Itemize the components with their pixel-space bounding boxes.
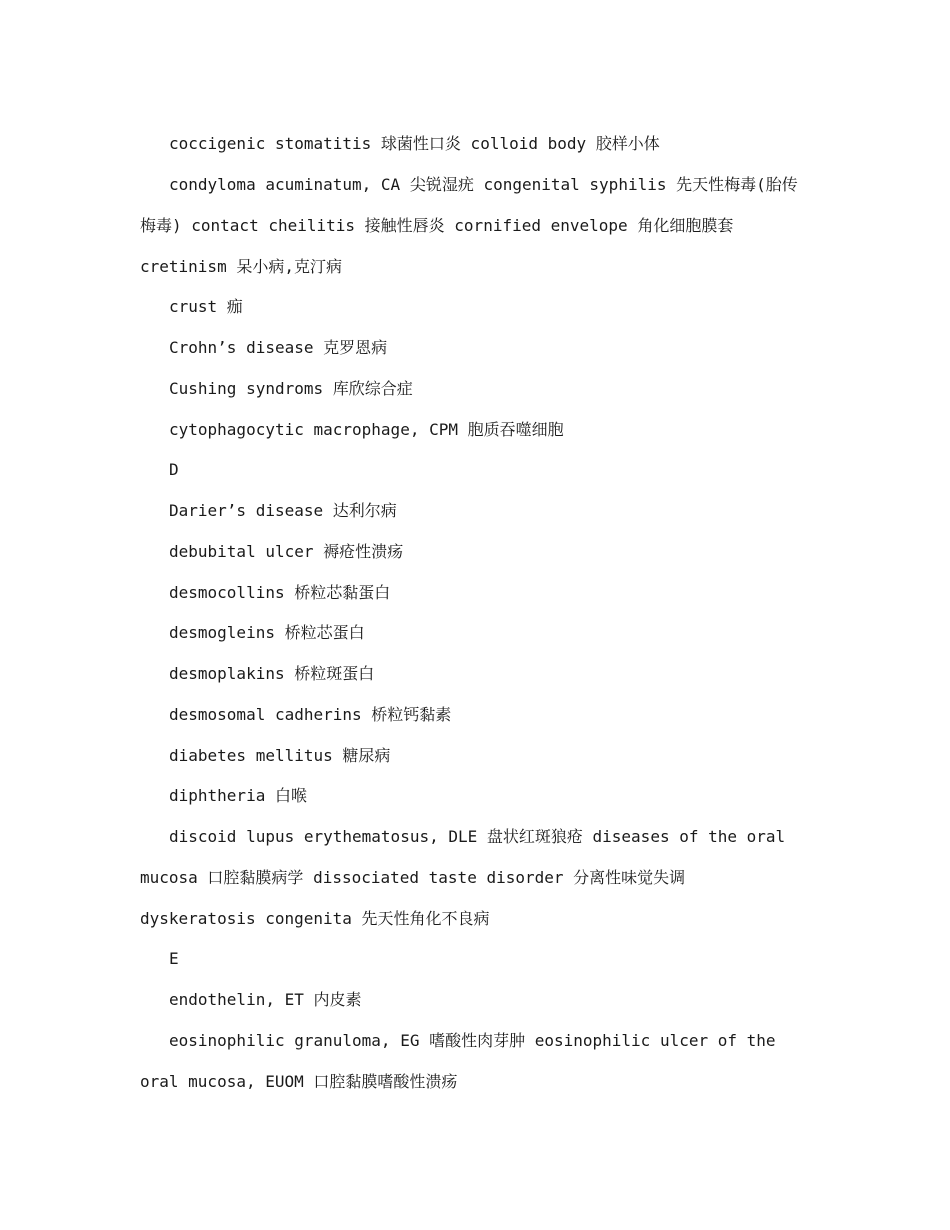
paragraph-cytophagocytic: cytophagocytic macrophage, CPM 胞质吞噬细胞 xyxy=(169,420,564,439)
paragraph-desmogleins: desmogleins 桥粒芯蛋白 xyxy=(169,623,365,642)
section-letter-d: D xyxy=(169,460,179,479)
paragraph-desmocollins: desmocollins 桥粒芯黏蛋白 xyxy=(169,583,391,602)
paragraph-coccigenic: coccigenic stomatitis 球菌性口炎 colloid body 胶样小体 xyxy=(169,134,660,153)
paragraph-diphtheria: diphtheria 白喉 xyxy=(169,786,307,805)
paragraph-eosinophilic: eosinophilic granuloma, EG 嗜酸性肉芽肿 eosinophilic ulcer of the oral mucosa, EUOM 口腔黏膜嗜酸性溃疡 xyxy=(140,1031,776,1091)
paragraph-darier: Darier’s disease 达利尔病 xyxy=(169,501,397,520)
paragraph-endothelin: endothelin, ET 内皮素 xyxy=(169,990,362,1009)
paragraph-desmosomal: desmosomal cadherins 桥粒钙黏素 xyxy=(169,705,452,724)
paragraph-desmoplakins: desmoplakins 桥粒斑蛋白 xyxy=(169,664,375,683)
paragraph-crohns: Crohn’s disease 克罗恩病 xyxy=(169,338,388,357)
paragraph-diabetes: diabetes mellitus 糖尿病 xyxy=(169,746,391,765)
paragraph-condyloma: condyloma acuminatum, CA 尖锐湿疣 congenital syphilis 先天性梅毒(胎传梅毒) contact cheilitis 接触性唇炎 cornified envelope 角化细胞膜套 cretinism 呆小病,克汀病 xyxy=(140,175,798,276)
paragraph-discoid: discoid lupus erythematosus, DLE 盘状红斑狼疮 diseases of the oral mucosa 口腔黏膜病学 dissociated taste disorder 分离性味觉失调 dyskeratosis congenita 先天性角化不良病 xyxy=(140,827,786,928)
paragraph-debubital: debubital ulcer 褥疮性溃疡 xyxy=(169,542,404,561)
paragraph-crust: crust 痂 xyxy=(169,297,243,316)
paragraph-cushing: Cushing syndroms 库欣综合症 xyxy=(169,379,413,398)
section-letter-e: E xyxy=(169,949,179,968)
